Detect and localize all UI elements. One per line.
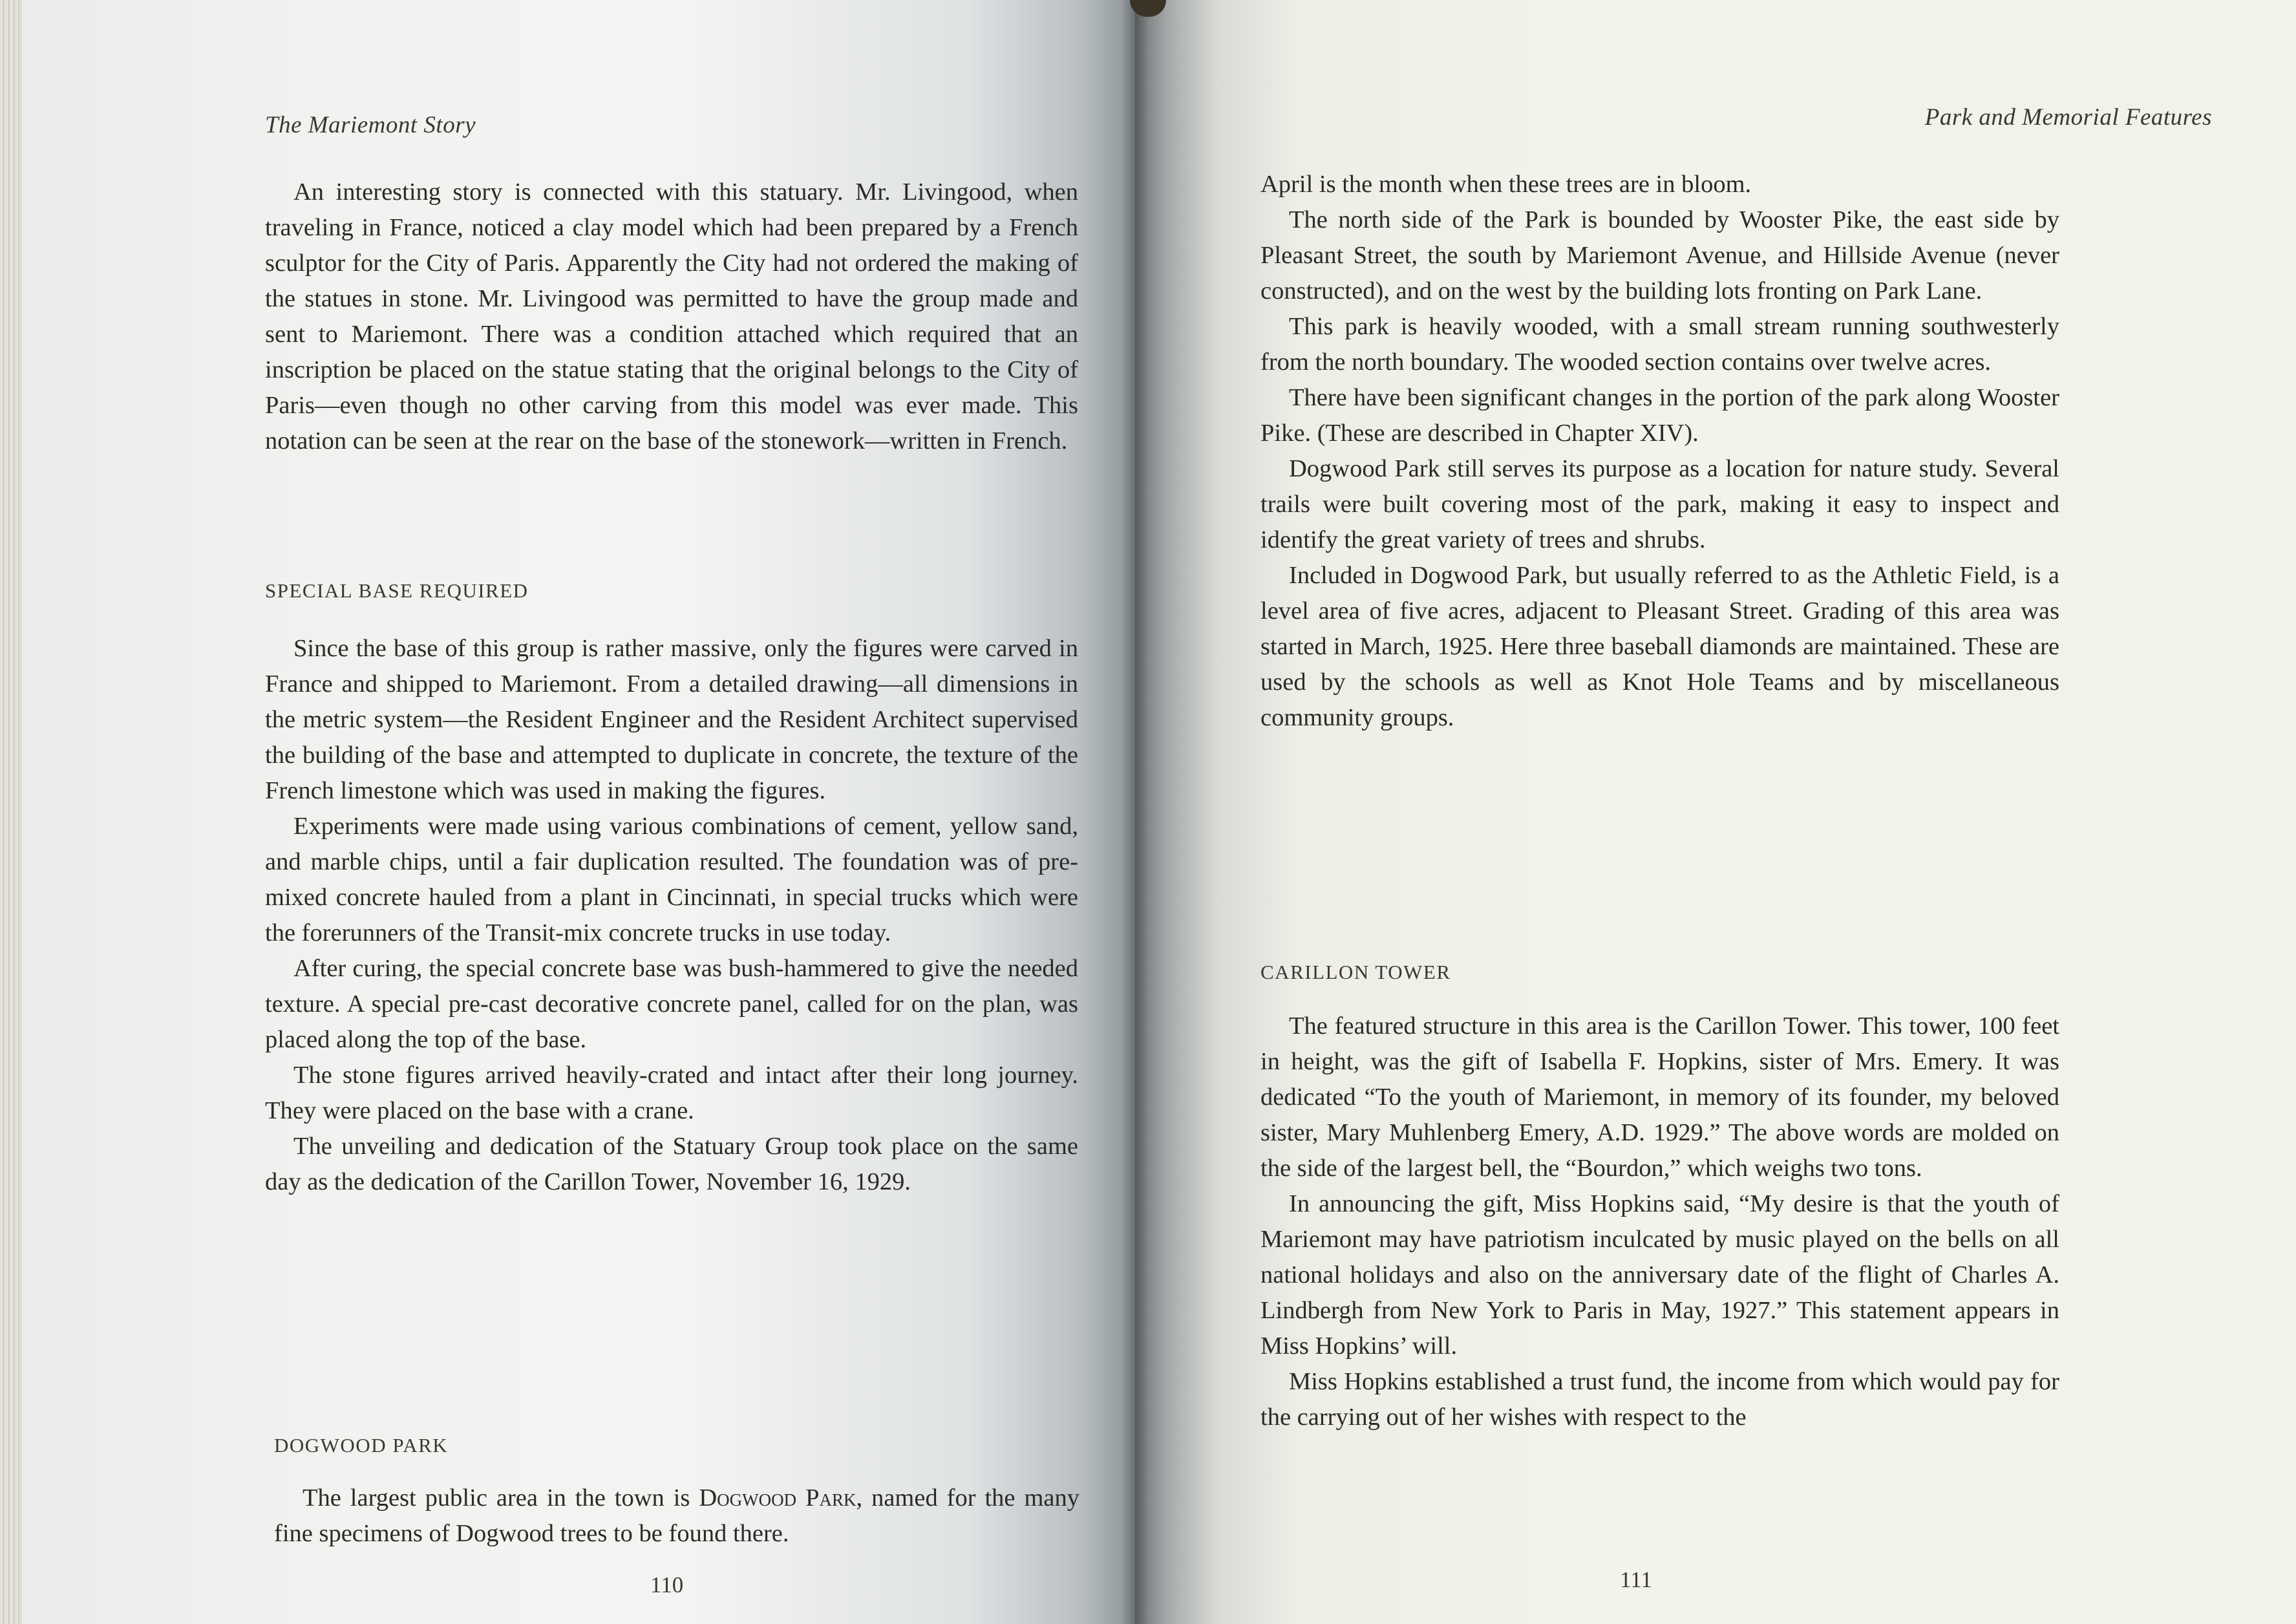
section-heading-dogwood-park: DOGWOOD PARK — [274, 1434, 449, 1457]
paragraph: Dogwood Park still serves its purpose as a location for nature study. Several trails were built covering most of the park, making it easy to inspect and identify the great variety of trees and shrubs. — [1260, 455, 2059, 553]
left-text-block-2 — [265, 631, 1078, 1200]
paragraph: The featured structure in this area is the Carillon Tower. This tower, 100 feet in height, was the gift of Isabella F. Hopkins, sister of Mrs. Emery. It was dedicated “To the youth of Mariemont, in memory of its founder, my beloved sister, Mary Muhlenberg Emery, A.D. 1929.” The above words are molded on the side of the largest bell, the “Bourdon,” which weighs two tons. — [1260, 1012, 2059, 1182]
running-head-left: The Mariemont Story — [265, 112, 476, 138]
paragraph: In announcing the gift, Miss Hopkins said, “My desire is that the youth of Mariemont may have patriotism inculcated by music played on the bells on all national holidays and also on the anniversary date of the flight of Charles A. Lindbergh from New York to Paris in May, 1927.” This statement appears in Miss Hopkins’ will. — [1260, 1190, 2059, 1360]
paragraph-continued: April is the month when these trees are in bloom. — [1260, 171, 1752, 198]
left-text-block-3 — [274, 1480, 1079, 1552]
paragraph: The north side of the Park is bounded by Wooster Pike, the east side by Pleasant Street, the south by Mariemont Avenue, and Hillside Avenue (never constructed), and on the west by the building lots fronting on Park Lane. — [1260, 206, 2059, 304]
paragraph: The stone figures arrived heavily-crated and intact after their long journey. They were placed on the base with a crane. — [265, 1062, 1078, 1124]
right-text-block-1 — [1260, 167, 2059, 736]
book-gutter — [1121, 0, 1149, 1624]
paragraph: An interesting story is connected with this statuary. Mr. Livingood, when traveling in France, noticed a clay model which had been prepared by a French sculptor for the City of Paris. Apparently the City had not ordered the making of the statues in stone. Mr. Livingood was permitted to have the group made and sent to Mariemont. There was a condition attached which required that an inscription be placed on the statue stating that the original belongs to the City of Paris—even though no other carving from this model was ever made. This notation can be seen at the rear on the base of the stonework—written in French. — [265, 178, 1078, 454]
section-heading-special-base: SPECIAL BASE REQUIRED — [265, 579, 529, 602]
page-edges — [0, 0, 22, 1624]
text-run: , named for the many fine specimens of Dogwood trees to be found there. — [274, 1484, 1079, 1547]
right-text-block-2 — [1260, 1009, 2059, 1435]
text-run: The largest public area in the town is — [303, 1484, 699, 1512]
running-head-right: Park and Memorial Features — [1924, 104, 2212, 131]
page-number-right: 111 — [1620, 1567, 1652, 1592]
paragraph: Miss Hopkins established a trust fund, the income from which would pay for the carrying out of her wishes with respect to the — [1260, 1368, 2059, 1431]
left-page — [22, 0, 1135, 1624]
paragraph: This park is heavily wooded, with a small stream running southwesterly from the north boundary. The wooded section contains over twelve acres. — [1260, 313, 2059, 376]
paragraph: After curing, the special concrete base was bush-hammered to give the needed texture. A special pre-cast decorative concrete panel, called for on the plan, was placed along the top of the base. — [265, 955, 1078, 1053]
paragraph: Included in Dogwood Park, but usually referred to as the Athletic Field, is a level area of five acres, adjacent to Pleasant Street. Grading of this area was started in March, 1925. Here three baseball diamonds are maintained. These are used by the schools as well as Knot Hole Teams and by miscellaneous community groups. — [1260, 562, 2059, 731]
section-heading-carillon-tower: CARILLON TOWER — [1260, 961, 1451, 983]
paragraph: Since the base of this group is rather massive, only the figures were carved in France and shipped to Mariemont. From a detailed drawing—all dimensions in the metric system—the Resident Engineer and the Resident Architect supervised the building of the base and attempted to duplicate in concrete, the texture of the French limestone which was used in making the figures. — [265, 635, 1078, 804]
paragraph: There have been significant changes in the portion of the park along Wooster Pike. (These are described in Chapter XIV). — [1260, 384, 2059, 447]
paragraph: The unveiling and dedication of the Statuary Group took place on the same day as the dedication of the Carillon Tower, November 16, 1929. — [265, 1133, 1078, 1195]
right-page — [1135, 0, 2296, 1624]
small-caps-run: Dogwood Park — [699, 1484, 856, 1512]
paragraph: Experiments were made using various combinations of cement, yellow sand, and marble chips, until a fair duplication resulted. The foundation was of pre-mixed concrete hauled from a plant in Cincinnati, in special trucks which were the forerunners of the Transit-mix concrete trucks in use today. — [265, 813, 1078, 946]
left-text-block-1 — [265, 175, 1078, 459]
page-number-left: 110 — [650, 1572, 684, 1597]
paragraph-dogwood-intro — [274, 1480, 1079, 1552]
